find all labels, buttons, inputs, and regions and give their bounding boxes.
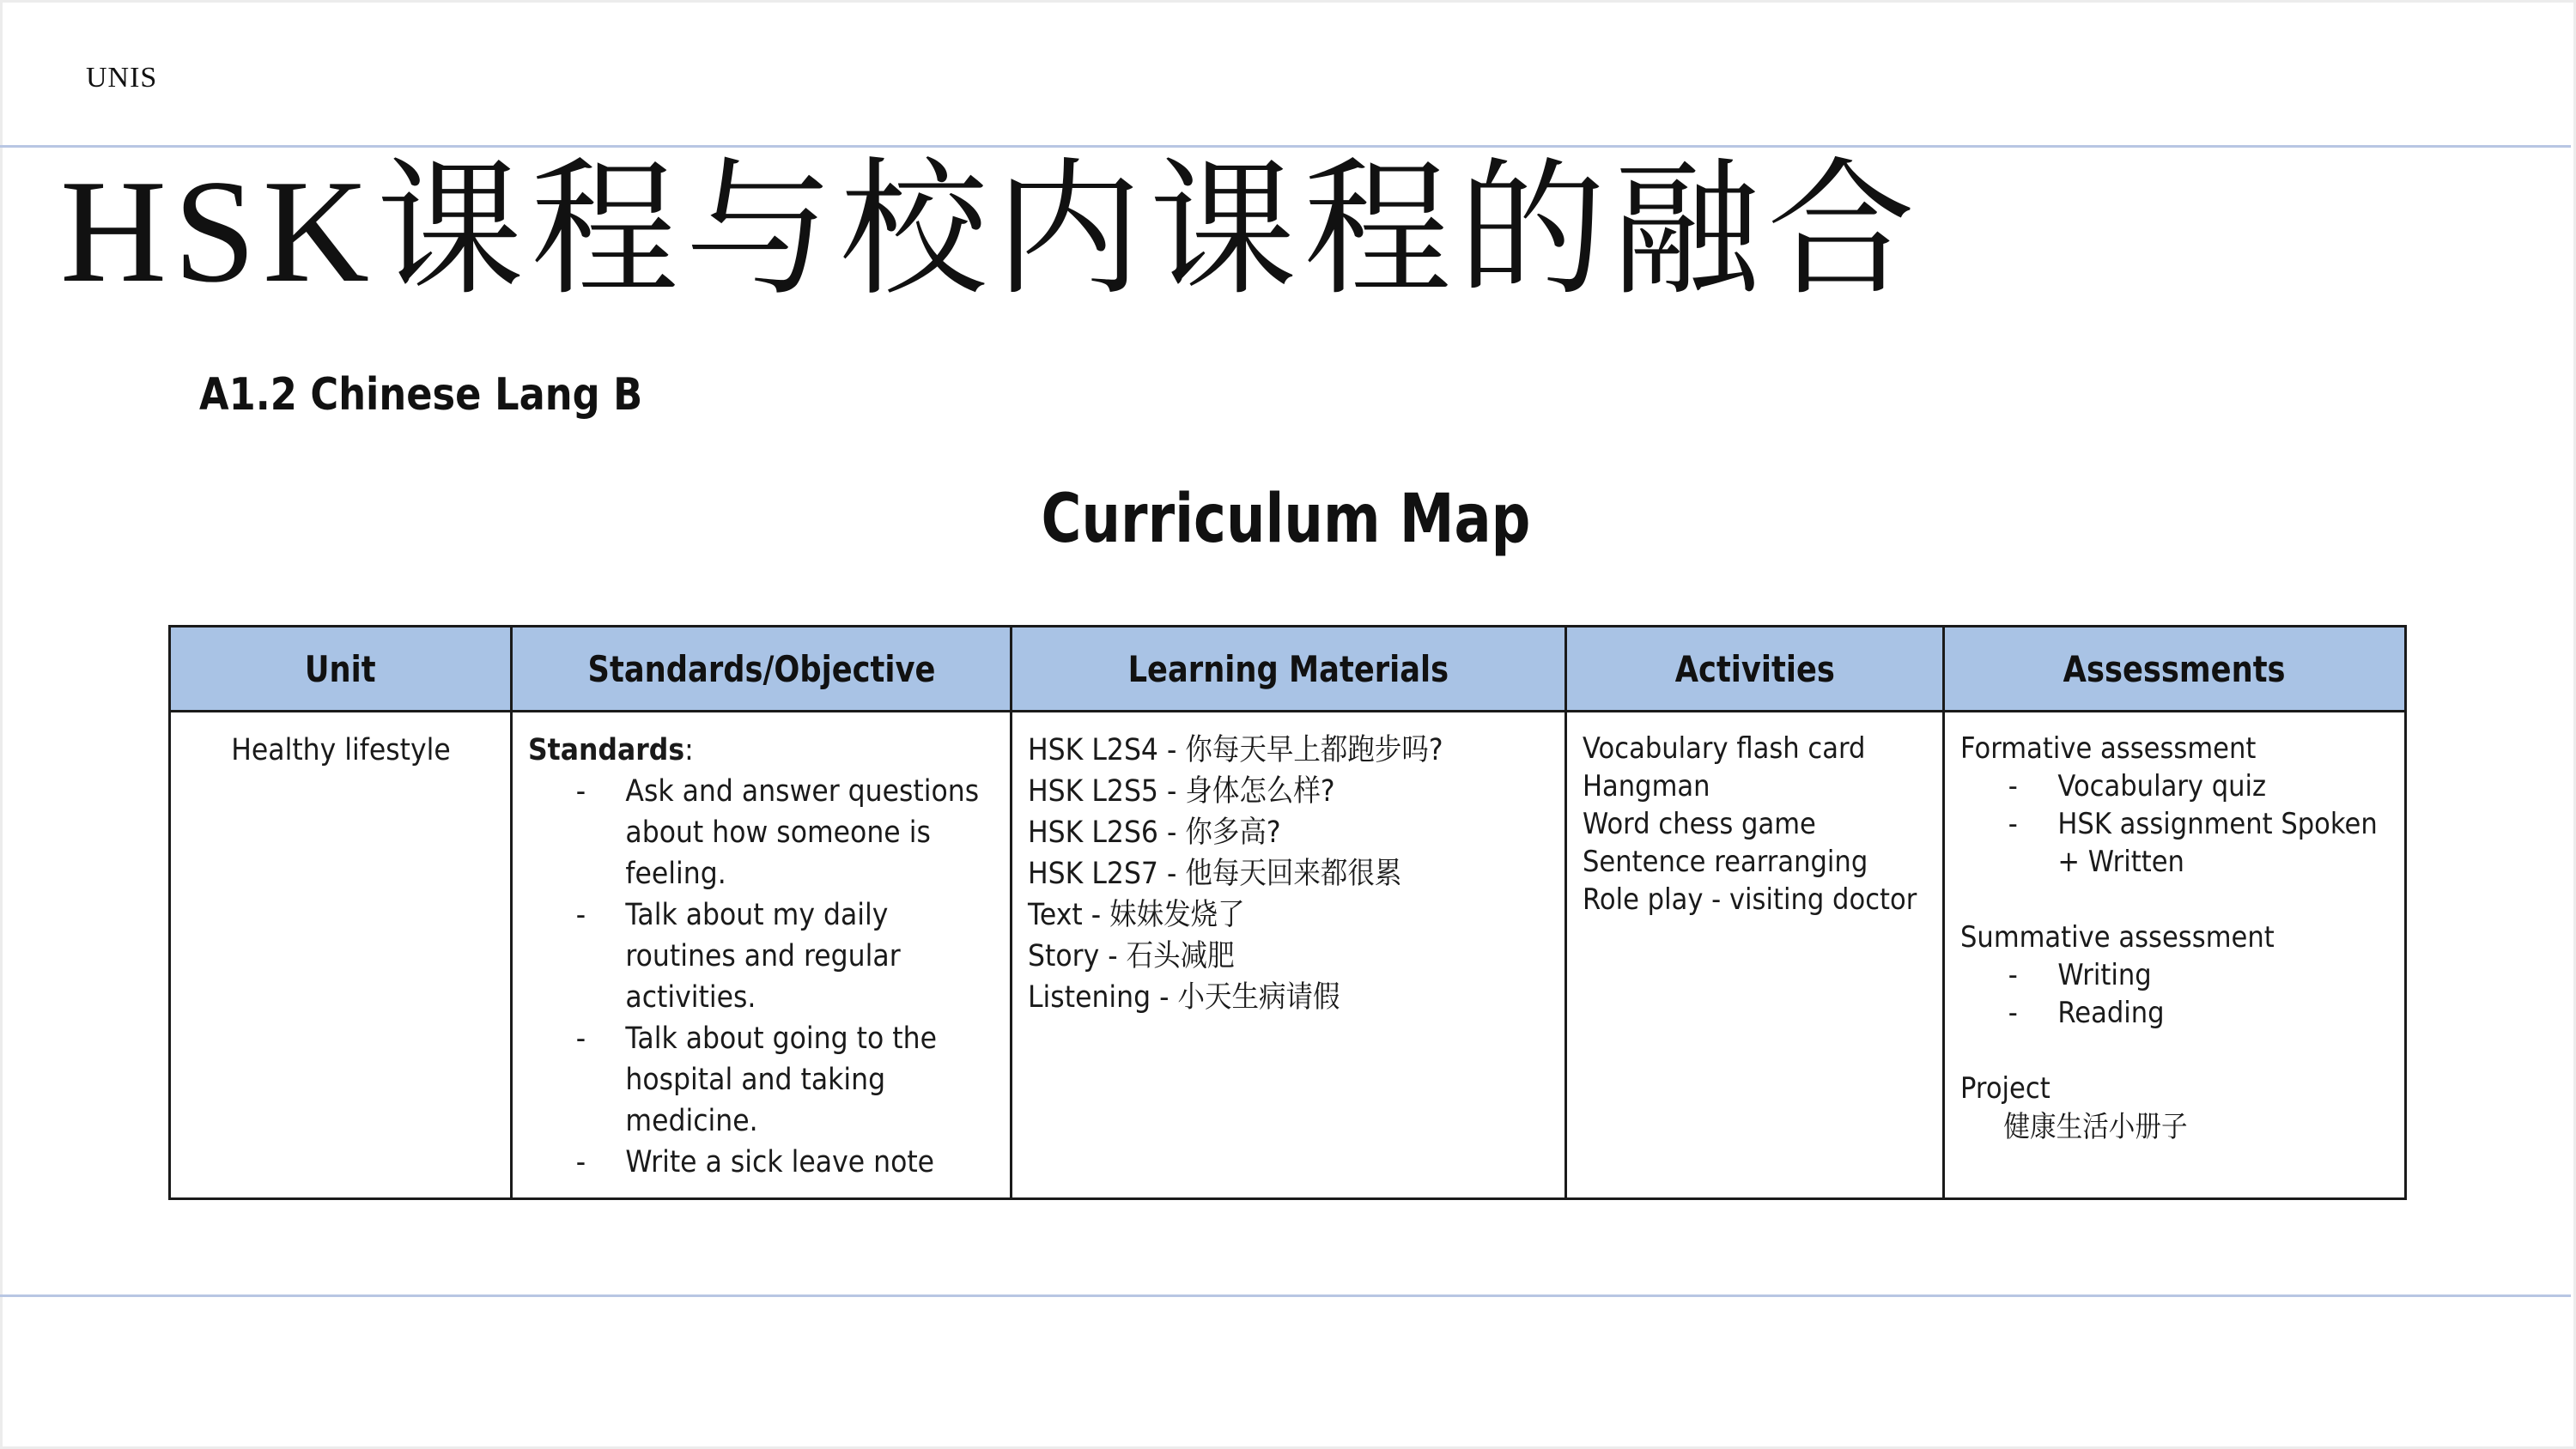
list-item: Listening - 小天生病请假 xyxy=(1028,980,1340,1015)
formative-assessment xyxy=(1960,730,2388,881)
column-header-activities: Activities xyxy=(1566,627,1944,712)
unit-name: Healthy lifestyle xyxy=(230,733,451,767)
list-item: Sentence rearranging xyxy=(1583,845,1868,879)
list-item: - Write a sick leave note xyxy=(528,1142,993,1183)
list-item: - Talk about my daily routines and regular activities. xyxy=(528,894,993,1018)
formative-label: Formative assessment xyxy=(1960,731,2257,766)
course-name: A1.2 Chinese Lang B xyxy=(199,369,643,421)
list-item: - Writing xyxy=(1960,956,2388,994)
summative-assessment xyxy=(1960,919,2388,1032)
column-header-unit: Unit xyxy=(170,627,512,712)
standards-list xyxy=(528,771,993,1183)
list-item: Hangman xyxy=(1583,769,1710,803)
standards-heading: Standards: xyxy=(528,733,694,767)
list-item: Role play - visiting doctor xyxy=(1583,882,1917,917)
list-item: Story - 石头减肥 xyxy=(1028,939,1235,973)
materials-cell xyxy=(1012,712,1566,1199)
summative-label: Summative assessment xyxy=(1960,920,2275,955)
curriculum-map-title xyxy=(0,481,2571,558)
list-item: - HSK assignment Spoken + Written xyxy=(1960,805,2388,881)
list-item: HSK L2S5 - 身体怎么样? xyxy=(1028,774,1335,809)
list-item: HSK L2S7 - 他每天回来都很累 xyxy=(1028,857,1402,891)
project-item: 健康生活小册子 xyxy=(2003,1110,2188,1144)
list-item: - Talk about going to the hospital and taking medicine. xyxy=(528,1018,993,1142)
formative-list xyxy=(1960,767,2388,881)
list-item: HSK L2S4 - 你每天早上都跑步吗? xyxy=(1028,733,1443,767)
curriculum-map-title-text: Curriculum Map xyxy=(1041,481,1530,558)
summative-list xyxy=(1960,956,2388,1032)
list-item: Vocabulary flash card xyxy=(1583,731,1866,766)
column-header-materials: Learning Materials xyxy=(1012,627,1566,712)
activities-cell xyxy=(1566,712,1944,1199)
unit-cell xyxy=(170,712,512,1199)
assessments-cell xyxy=(1944,712,2406,1199)
project-assessment xyxy=(1960,1070,2388,1147)
project-label: Project xyxy=(1960,1071,2050,1106)
list-item: Text - 妹妹发烧了 xyxy=(1028,898,1245,932)
school-label: UNIS xyxy=(86,62,158,94)
standards-cell xyxy=(512,712,1012,1199)
table-row xyxy=(170,712,2406,1199)
list-item: - Reading xyxy=(1960,994,2388,1032)
list-item: - Ask and answer questions about how someone is feeling. xyxy=(528,771,993,894)
slide-title: HSK课程与校内课程的融合 xyxy=(60,150,1923,313)
list-item: - Vocabulary quiz xyxy=(1960,767,2388,805)
list-item: HSK L2S6 - 你多高? xyxy=(1028,815,1281,850)
list-item: Word chess game xyxy=(1583,807,1816,841)
bottom-divider xyxy=(0,1294,2571,1297)
curriculum-map-table xyxy=(168,625,2407,1200)
column-header-assessments: Assessments xyxy=(1944,627,2406,712)
table-header-row xyxy=(170,627,2406,712)
column-header-standards: Standards/Objective xyxy=(512,627,1012,712)
